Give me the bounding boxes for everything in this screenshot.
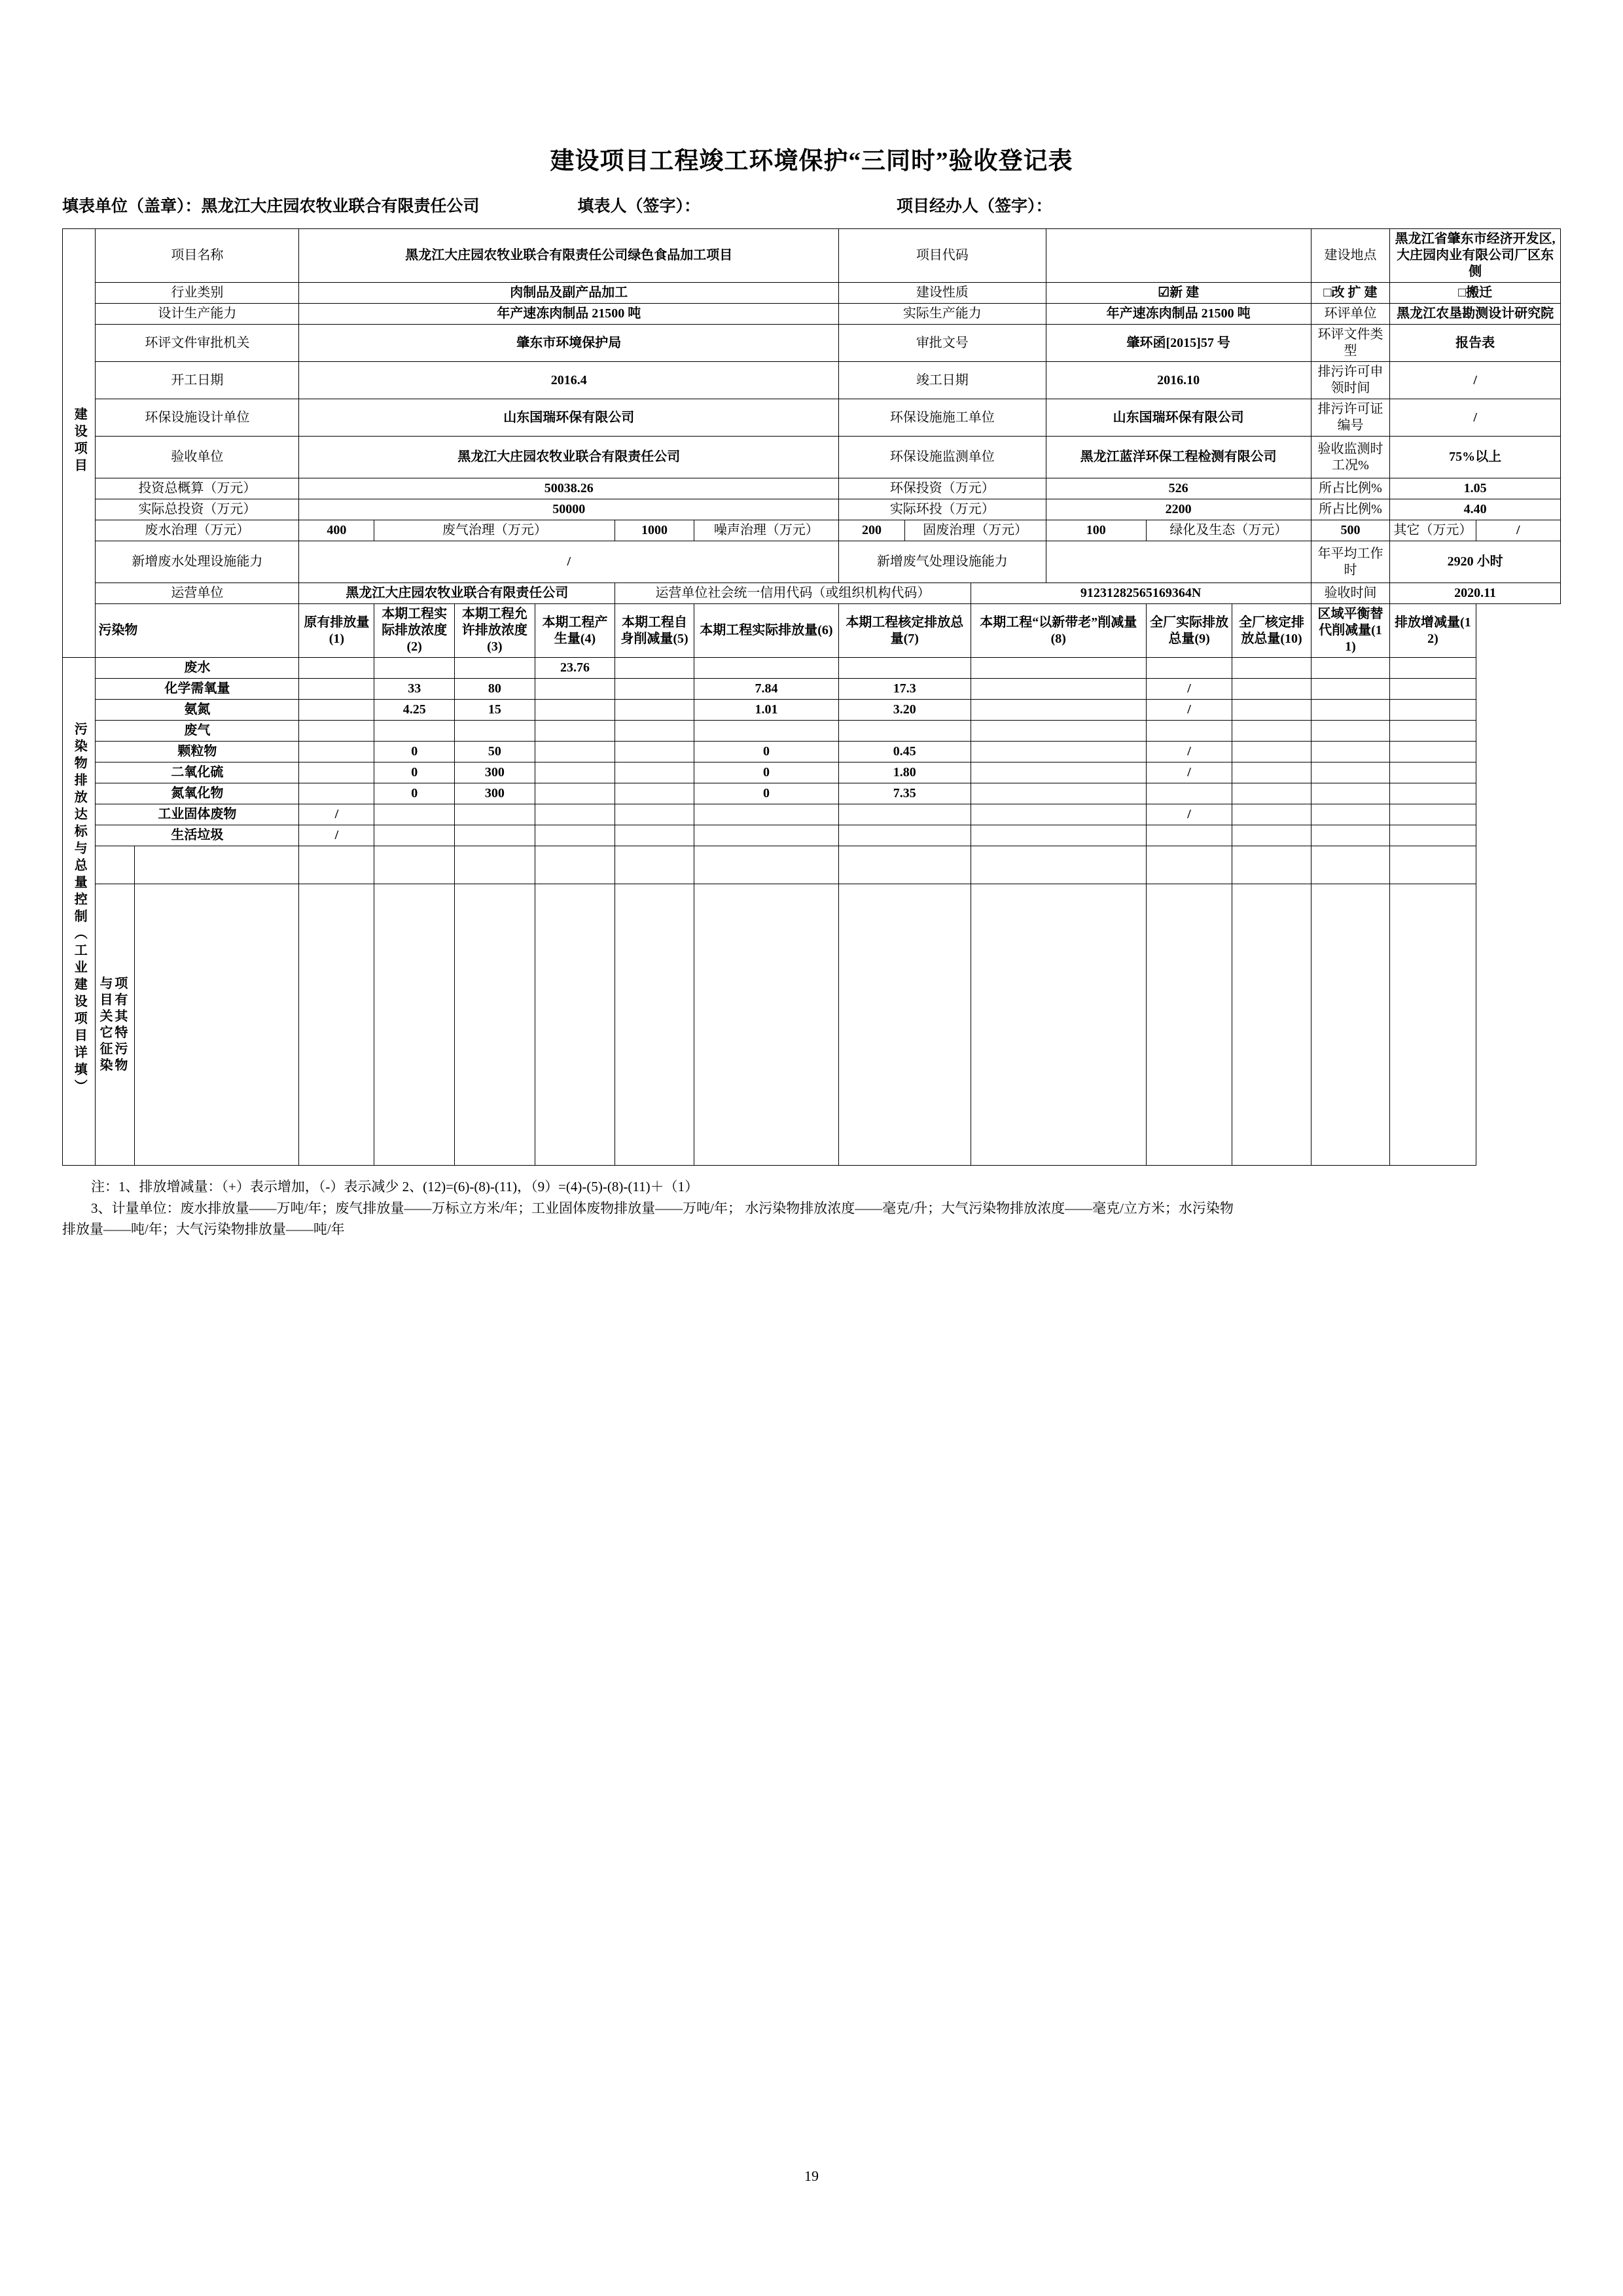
table-row	[63, 742, 1561, 762]
cell	[615, 742, 694, 762]
row-capacity	[63, 304, 1561, 325]
cell	[134, 846, 299, 884]
cell: 0	[694, 762, 838, 783]
pollutant-name: 生活垃圾	[96, 825, 299, 846]
header-approved-total: 本期工程核定排放总量(7)	[839, 604, 971, 658]
cell	[1232, 742, 1311, 762]
label-finish-date: 竣工日期	[839, 362, 1046, 399]
label-ep-design-unit: 环保设施设计单位	[96, 399, 299, 437]
cell	[535, 700, 615, 721]
cell	[694, 846, 838, 884]
pollutant-name: 废水	[96, 658, 299, 679]
value-build-site: 黑龙江省肇东市经济开发区,大庄园肉业有限公司厂区东侧	[1390, 229, 1561, 283]
cell	[374, 884, 455, 1166]
label-actual-total-invest: 实际总投资（万元）	[96, 499, 299, 520]
cell	[615, 783, 694, 804]
cell: 0	[374, 783, 455, 804]
cell	[1232, 721, 1311, 742]
cell	[615, 804, 694, 825]
cell	[455, 846, 535, 884]
value-other-cost: /	[1476, 520, 1560, 541]
cell	[1311, 846, 1389, 884]
value-greening: 500	[1311, 520, 1389, 541]
cell	[535, 846, 615, 884]
cell: 23.76	[535, 658, 615, 679]
cell	[455, 721, 535, 742]
value-monitor-condition: 75%以上	[1390, 437, 1561, 478]
value-project-code	[1046, 229, 1311, 283]
label-build-site: 建设地点	[1311, 229, 1389, 283]
label-actual-ratio: 所占比例%	[1311, 499, 1389, 520]
value-waste-gas-treat: 1000	[615, 520, 694, 541]
label-permit-apply-time: 排污许可申领时间	[1311, 362, 1389, 399]
cell	[374, 658, 455, 679]
cell	[1232, 825, 1311, 846]
header-generation: 本期工程产生量(4)	[535, 604, 615, 658]
value-project-name: 黑龙江大庄园农牧业联合有限责任公司绿色食品加工项目	[299, 229, 839, 283]
cell: 4.25	[374, 700, 455, 721]
cell	[694, 825, 838, 846]
pollutant-name: 废气	[96, 721, 299, 742]
cell	[535, 804, 615, 825]
label-ep-monitor-unit: 环保设施监测单位	[839, 437, 1046, 478]
pollutant-name: 二氧化硫	[96, 762, 299, 783]
label-approval-doc: 审批文号	[839, 325, 1046, 362]
cell	[1146, 783, 1232, 804]
label-project-code: 项目代码	[839, 229, 1046, 283]
value-approval-doc: 肇环函[2015]57 号	[1046, 325, 1311, 362]
cell	[299, 658, 374, 679]
value-eia-approval-org: 肇东市环境保护局	[299, 325, 839, 362]
cell	[1146, 846, 1232, 884]
cell	[1146, 658, 1232, 679]
row-industry	[63, 283, 1561, 304]
cell	[374, 825, 455, 846]
table-row	[63, 700, 1561, 721]
pollutant-data-table	[62, 657, 1561, 1166]
header-old-for-new-reduction: 本期工程“以新带老”削减量(8)	[971, 604, 1146, 658]
cell: 0	[374, 742, 455, 762]
header-plant-actual-total: 全厂实际排放总量(9)	[1146, 604, 1232, 658]
header-plant-approved-total: 全厂核定排放总量(10)	[1232, 604, 1311, 658]
value-new-gas-capacity	[1046, 541, 1311, 583]
cell	[1311, 700, 1389, 721]
header-allowed-concentration: 本期工程允许排放浓度(3)	[455, 604, 535, 658]
filler-unit: 填表单位（盖章）：黑龙江大庄园农牧业联合有限责任公司	[62, 198, 480, 215]
label-wastewater-treat: 废水治理（万元）	[96, 520, 299, 541]
cell	[694, 804, 838, 825]
cell: 1.80	[839, 762, 971, 783]
label-new-gas-capacity: 新增废气处理设施能力	[839, 541, 1046, 583]
cell	[1311, 762, 1389, 783]
cell: /	[1146, 742, 1232, 762]
cell	[1232, 679, 1311, 700]
row-treatment-costs	[63, 520, 1561, 541]
cell	[694, 884, 838, 1166]
cell	[971, 783, 1146, 804]
cell: 33	[374, 679, 455, 700]
cell	[535, 825, 615, 846]
cell: /	[1146, 679, 1232, 700]
row-eia-approval	[63, 325, 1561, 362]
table-row	[63, 721, 1561, 742]
label-industry: 行业类别	[96, 283, 299, 304]
label-project-name: 项目名称	[96, 229, 299, 283]
cell: 17.3	[839, 679, 971, 700]
cell	[971, 700, 1146, 721]
label-greening: 绿化及生态（万元）	[1146, 520, 1311, 541]
cell	[839, 804, 971, 825]
label-permit-no: 排污许可证编号	[1311, 399, 1389, 437]
label-design-capacity: 设计生产能力	[96, 304, 299, 325]
value-eia-doc-type: 报告表	[1390, 325, 1561, 362]
cell	[1390, 884, 1476, 1166]
cell	[1311, 721, 1389, 742]
row-acceptance	[63, 437, 1561, 478]
label-acceptance-time: 验收时间	[1311, 583, 1389, 604]
section-label-construction-project: 建设项目	[63, 229, 96, 658]
value-env-invest: 526	[1046, 478, 1311, 499]
cell	[971, 846, 1146, 884]
cell: 1.01	[694, 700, 838, 721]
label-start-date: 开工日期	[96, 362, 299, 399]
cell	[535, 721, 615, 742]
cell	[615, 658, 694, 679]
cell	[134, 884, 299, 1166]
table-row	[63, 783, 1561, 804]
cell	[971, 658, 1146, 679]
cell	[1146, 884, 1232, 1166]
cell	[1311, 804, 1389, 825]
cell	[1390, 679, 1476, 700]
filler-person-label: 填表人（签字）：	[577, 198, 701, 215]
cell	[1390, 700, 1476, 721]
value-ep-monitor-unit: 黑龙江蓝洋环保工程检测有限公司	[1046, 437, 1311, 478]
value-annual-worktime: 2920 小时	[1390, 541, 1561, 583]
header-net-change: 排放增减量(12)	[1390, 604, 1476, 658]
main-form-table	[62, 228, 1561, 658]
page-number: 19	[804, 2168, 819, 2184]
cell: 80	[455, 679, 535, 700]
cell	[455, 884, 535, 1166]
cell	[299, 700, 374, 721]
cell	[1390, 804, 1476, 825]
value-actual-env-invest: 2200	[1046, 499, 1311, 520]
cell	[299, 762, 374, 783]
cell	[455, 804, 535, 825]
cell	[1390, 846, 1476, 884]
cell	[1146, 721, 1232, 742]
cell	[971, 742, 1146, 762]
label-nature: 建设性质	[839, 283, 1046, 304]
value-industry: 肉制品及副产品加工	[299, 283, 839, 304]
header-self-reduction: 本期工程自身削减量(5)	[615, 604, 694, 658]
row-dates	[63, 362, 1561, 399]
pollutant-name: 氨氮	[96, 700, 299, 721]
cell	[1232, 762, 1311, 783]
table-row	[63, 804, 1561, 825]
cell	[839, 884, 971, 1166]
section-label-pollutant-discharge: 污染物排放达标与总量控制（工业建设项目详填）	[63, 658, 96, 1166]
row-total-invest	[63, 478, 1561, 499]
cell	[299, 679, 374, 700]
row-operation-unit	[63, 583, 1561, 604]
cell	[694, 721, 838, 742]
label-monitor-condition: 验收监测时工况%	[1311, 437, 1389, 478]
cell	[455, 825, 535, 846]
value-eia-unit: 黑龙江农垦勘测设计研究院	[1390, 304, 1561, 325]
label-waste-gas-treat: 废气治理（万元）	[374, 520, 615, 541]
table-row	[63, 658, 1561, 679]
cell	[299, 783, 374, 804]
table-row	[63, 825, 1561, 846]
table-row	[63, 679, 1561, 700]
header-pollutant: 污染物	[96, 604, 299, 658]
cell	[615, 679, 694, 700]
pollutant-name: 工业固体废物	[96, 804, 299, 825]
cell	[1311, 679, 1389, 700]
header-regional-offset: 区域平衡替代削减量(11)	[1311, 604, 1389, 658]
cell: 300	[455, 783, 535, 804]
cell	[694, 658, 838, 679]
value-start-date: 2016.4	[299, 362, 839, 399]
form-notes	[62, 1176, 1561, 1240]
value-acceptance-unit: 黑龙江大庄园农牧业联合有限责任公司	[299, 437, 839, 478]
cell	[615, 884, 694, 1166]
label-eia-unit: 环评单位	[1311, 304, 1389, 325]
checkbox-nature-expand[interactable]: □改 扩 建	[1311, 283, 1389, 304]
checkbox-nature-move[interactable]: □搬迁	[1390, 283, 1561, 304]
value-solid-waste-treat: 100	[1046, 520, 1146, 541]
value-total-invest: 50038.26	[299, 478, 839, 499]
cell	[535, 762, 615, 783]
row-ep-units	[63, 399, 1561, 437]
cell	[1232, 783, 1311, 804]
header-original-discharge: 原有排放量(1)	[299, 604, 374, 658]
cell: /	[1146, 700, 1232, 721]
cell	[299, 721, 374, 742]
header-actual-discharge: 本期工程实际排放量(6)	[694, 604, 838, 658]
cell	[839, 825, 971, 846]
value-invest-ratio: 1.05	[1390, 478, 1561, 499]
cell: 50	[455, 742, 535, 762]
cell	[1390, 783, 1476, 804]
cell	[839, 658, 971, 679]
cell: 3.20	[839, 700, 971, 721]
cell: 0	[374, 762, 455, 783]
value-permit-apply-time: /	[1390, 362, 1561, 399]
note-line-3: 排放量——吨/年；大气污染物排放量——吨/年	[62, 1221, 345, 1238]
page-title: 建设项目工程竣工环境保护“三同时”验收登记表	[550, 148, 1073, 175]
value-actual-capacity: 年产速冻肉制品 21500 吨	[1046, 304, 1311, 325]
cell: 0.45	[839, 742, 971, 762]
cell	[299, 742, 374, 762]
value-ep-design-unit: 山东国瑞环保有限公司	[299, 399, 839, 437]
cell	[1311, 742, 1389, 762]
cell: /	[1146, 762, 1232, 783]
label-actual-capacity: 实际生产能力	[839, 304, 1046, 325]
cell	[374, 804, 455, 825]
cell	[971, 804, 1146, 825]
cell	[299, 884, 374, 1166]
cell: 0	[694, 742, 838, 762]
note-line-2: 3、计量单位：废水排放量——万吨/年；废气排放量——万标立方米/年；工业固体废物排放量——万吨/年； 水污染物排放浓度——毫克/升；大气污染物排放浓度——毫克/立方米；水污染物	[91, 1200, 1234, 1216]
row-other-pollutants	[63, 884, 1561, 1166]
cell	[615, 762, 694, 783]
cell	[971, 825, 1146, 846]
cell: /	[299, 804, 374, 825]
cell: /	[299, 825, 374, 846]
cell	[1146, 825, 1232, 846]
cell	[615, 700, 694, 721]
label-other-pollutants: 与项目有关其它特征污染物	[96, 884, 134, 1166]
row-pollutant-headers	[63, 604, 1561, 658]
value-acceptance-time: 2020.11	[1390, 583, 1561, 604]
value-finish-date: 2016.10	[1046, 362, 1311, 399]
value-design-capacity: 年产速冻肉制品 21500 吨	[299, 304, 839, 325]
cell	[971, 884, 1146, 1166]
cell	[535, 884, 615, 1166]
label-acceptance-unit: 验收单位	[96, 437, 299, 478]
label-invest-ratio: 所占比例%	[1311, 478, 1389, 499]
value-operation-unit: 黑龙江大庄园农牧业联合有限责任公司	[299, 583, 615, 604]
cell	[1232, 804, 1311, 825]
cell	[455, 658, 535, 679]
cell	[971, 721, 1146, 742]
cell	[615, 721, 694, 742]
cell: 7.84	[694, 679, 838, 700]
cell	[1311, 658, 1389, 679]
cell	[299, 846, 374, 884]
label-noise-treat: 噪声治理（万元）	[694, 520, 838, 541]
table-row-spacer	[63, 846, 1561, 884]
header-actual-concentration: 本期工程实际排放浓度(2)	[374, 604, 455, 658]
note-line-1: 注：1、排放增减量：（+）表示增加，（-）表示减少 2、(12)=(6)-(8)-(11)，（9）=(4)-(5)-(8)-(11)＋（1）	[91, 1179, 699, 1194]
cell	[96, 846, 134, 884]
label-eia-doc-type: 环评文件类型	[1311, 325, 1389, 362]
form-header	[0, 193, 1623, 217]
cell	[374, 721, 455, 742]
cell	[971, 762, 1146, 783]
row-project-name	[63, 229, 1561, 283]
cell	[535, 783, 615, 804]
cell	[1311, 783, 1389, 804]
cell	[1390, 721, 1476, 742]
label-solid-waste-treat: 固废治理（万元）	[904, 520, 1046, 541]
cell	[1232, 700, 1311, 721]
label-total-invest: 投资总概算（万元）	[96, 478, 299, 499]
cell	[839, 846, 971, 884]
value-wastewater-treat: 400	[299, 520, 374, 541]
cell	[1232, 846, 1311, 884]
label-operation-unit: 运营单位	[96, 583, 299, 604]
value-credit-code: 91231282565169364N	[971, 583, 1311, 604]
pollutant-name: 颗粒物	[96, 742, 299, 762]
cell: 300	[455, 762, 535, 783]
cell	[1390, 825, 1476, 846]
cell: 0	[694, 783, 838, 804]
cell: 15	[455, 700, 535, 721]
label-actual-env-invest: 实际环投（万元）	[839, 499, 1046, 520]
label-eia-approval-org: 环评文件审批机关	[96, 325, 299, 362]
label-other-cost: 其它（万元）	[1390, 520, 1476, 541]
label-ep-construct-unit: 环保设施施工单位	[839, 399, 1046, 437]
cell	[535, 742, 615, 762]
project-manager-label: 项目经办人（签字）：	[897, 198, 1052, 215]
cell	[1311, 884, 1389, 1166]
value-permit-no: /	[1390, 399, 1561, 437]
label-annual-worktime: 年平均工作时	[1311, 541, 1389, 583]
cell: /	[1146, 804, 1232, 825]
cell	[535, 679, 615, 700]
cell	[615, 825, 694, 846]
cell	[1390, 742, 1476, 762]
row-actual-invest	[63, 499, 1561, 520]
cell	[971, 679, 1146, 700]
cell	[839, 721, 971, 742]
cell	[1232, 884, 1311, 1166]
table-row	[63, 762, 1561, 783]
checkbox-nature-new[interactable]: ☑新 建	[1046, 283, 1311, 304]
pollutant-name: 氮氧化物	[96, 783, 299, 804]
cell	[1311, 825, 1389, 846]
cell: 7.35	[839, 783, 971, 804]
label-env-invest: 环保投资（万元）	[839, 478, 1046, 499]
label-credit-code: 运营单位社会统一信用代码（或组织机构代码）	[615, 583, 971, 604]
cell	[615, 846, 694, 884]
value-ep-construct-unit: 山东国瑞环保有限公司	[1046, 399, 1311, 437]
pollutant-name: 化学需氧量	[96, 679, 299, 700]
value-actual-total-invest: 50000	[299, 499, 839, 520]
cell	[1232, 658, 1311, 679]
cell	[1390, 658, 1476, 679]
cell	[1390, 762, 1476, 783]
cell	[374, 846, 455, 884]
value-noise-treat: 200	[839, 520, 905, 541]
label-new-ww-capacity: 新增废水处理设施能力	[96, 541, 299, 583]
value-new-ww-capacity: /	[299, 541, 839, 583]
value-actual-ratio: 4.40	[1390, 499, 1561, 520]
row-new-capacity	[63, 541, 1561, 583]
